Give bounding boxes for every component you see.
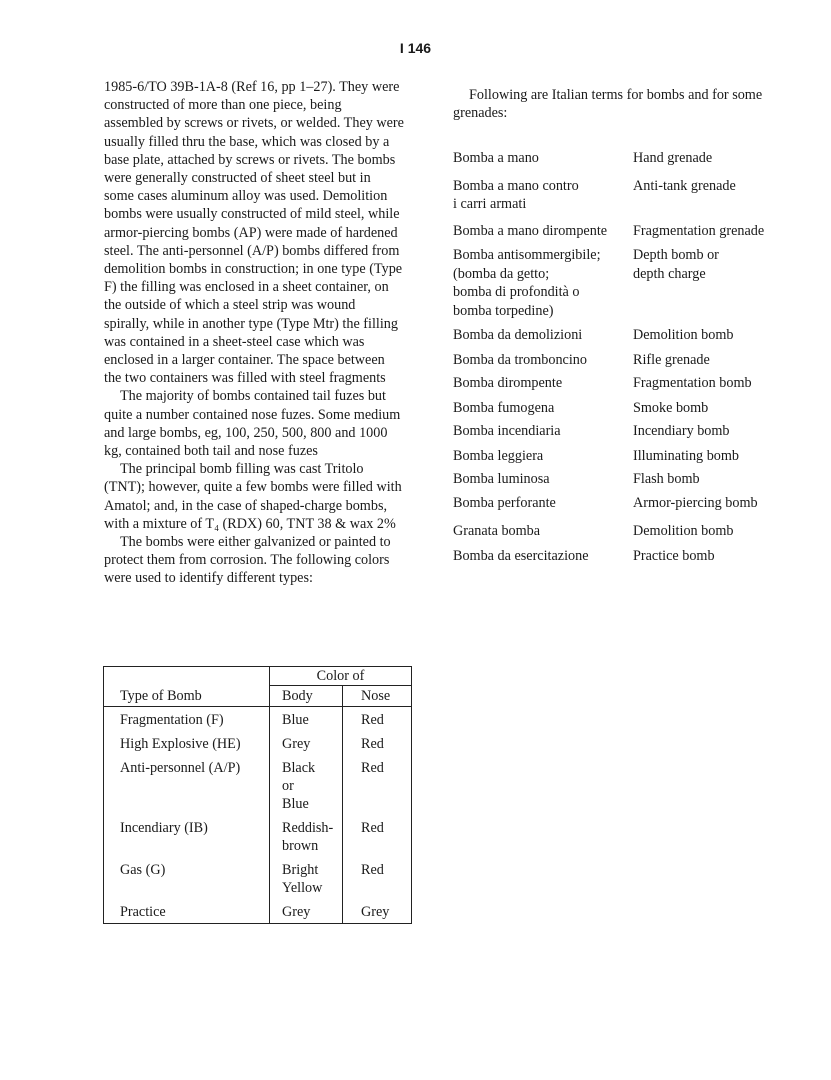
body-color-cell: Grey (270, 731, 343, 755)
english-term: Depth bomb or depth charge (633, 247, 719, 282)
italian-term: Bomba dirompente (453, 375, 563, 391)
term-row (453, 246, 793, 320)
term-row (453, 374, 793, 393)
italian-term: Bomba a mano dirompente (453, 222, 608, 239)
bomb-type-cell: Practice (104, 899, 270, 924)
table-row (104, 815, 412, 857)
nose-color-cell: Grey (343, 899, 412, 924)
table-row (104, 707, 412, 732)
italian-term: Bomba antisommergibile; (bomba da getto; bomba di profondità o bomba torpedine) (453, 247, 601, 319)
italian-term: Bomba a mano (453, 150, 539, 166)
italian-term: Bomba da esercitazione (453, 547, 589, 564)
english-term: Flash bomb (633, 471, 700, 487)
english-term: Fragmentation grenade (633, 222, 765, 239)
term-row (453, 149, 793, 168)
term-row (453, 351, 793, 370)
nose-header: Nose (343, 686, 412, 707)
bomb-type-cell: High Explosive (HE) (104, 731, 270, 755)
italian-terms-intro: Following are Italian terms for bombs and for some grenades: (453, 87, 763, 122)
bomb-color-table (103, 666, 412, 924)
italian-terms-list (453, 149, 793, 565)
english-term: Practice bomb (633, 547, 715, 564)
bomb-type-cell: Incendiary (IB) (104, 815, 270, 857)
body-color-cell: Bright Yellow (270, 857, 343, 899)
term-row (453, 494, 793, 513)
body-color-cell: Black or Blue (270, 755, 343, 815)
bomb-type-cell: Anti-personnel (A/P) (104, 755, 270, 815)
table-row (104, 731, 412, 755)
italian-term: Bomba da tromboncino (453, 351, 587, 368)
paragraph-colors: The bombs were either galvanized or painted to protect them from corrosion. The following colors were used to identify different types: (104, 534, 391, 587)
english-term: Armor-piercing bomb (633, 494, 758, 511)
bomb-type-cell: Fragmentation (F) (104, 707, 270, 732)
table-row (104, 899, 412, 924)
english-term: Illuminating bomb (633, 447, 740, 464)
italian-term: Granata bomba (453, 523, 541, 539)
table-header-row (104, 686, 412, 707)
body-color-cell: Reddish- brown (270, 815, 343, 857)
nose-color-cell: Red (343, 755, 412, 815)
nose-color-cell: Red (343, 815, 412, 857)
term-row (453, 399, 793, 418)
italian-term: Bomba a mano contro i carri armati (453, 177, 579, 212)
english-term: Anti-tank grenade (633, 177, 736, 194)
italian-term: Bomba leggiera (453, 447, 544, 464)
italian-term: Bomba perforante (453, 494, 556, 511)
nose-color-cell: Red (343, 731, 412, 755)
nose-color-cell: Red (343, 707, 412, 732)
term-row (453, 547, 793, 566)
term-row (453, 522, 793, 541)
paragraph-continuation: 1985-6/TO 39B-1A-8 (Ref 16, pp 1–27). They were constructed of more than one piece, being assembled by screws or rivets, or welded. They were usually filled thru the base, which was closed by a base plate, attached by screws or rivets. The bombs were generally constructed of sheet steel but in some cases aluminum alloy was used. Demolition bombs were usually constructed of mild steel, while armor-piercing bombs (AP) were made of hardened steel. The anti-personnel (A/P) bombs differed from demolition bombs in construction; in one type (Type F) the filling was enclosed in a sheet container, on the outside of which a steel strip was wound spirally, while in another type (Type Mtr) the filling was contained in a sheet-steel case which was enclosed in a larger container. The space between the two containers was filled with steel fragments (104, 79, 404, 387)
term-row (453, 326, 793, 345)
term-row (453, 222, 793, 241)
table-row (104, 755, 412, 815)
nose-color-cell: Red (343, 857, 412, 899)
bomb-type-cell: Gas (G) (104, 857, 270, 899)
body-color-cell: Blue (270, 707, 343, 732)
term-row (453, 447, 793, 466)
body-header: Body (270, 686, 343, 707)
italian-term: Bomba da demolizioni (453, 327, 583, 343)
term-row (453, 422, 793, 441)
page-number: I 146 (399, 40, 432, 56)
color-of-header: Color of (270, 667, 412, 686)
english-term: Demolition bomb (633, 523, 734, 539)
paragraph-filling: The principal bomb filling was cast Tritolo (TNT); however, quite a few bombs were filled with Amatol; and, in the case of shaped-charge bombs, with a mixture of T₄ (RDX) 60, TNT 38 & wax 2% (104, 461, 402, 532)
term-row (453, 470, 793, 489)
english-term: Smoke bomb (633, 399, 709, 416)
left-column (104, 78, 404, 588)
italian-term: Bomba fumogena (453, 399, 555, 416)
english-term: Fragmentation bomb (633, 375, 752, 391)
table-row (104, 857, 412, 899)
english-term: Hand grenade (633, 150, 713, 166)
term-row (453, 177, 793, 214)
italian-term: Bomba incendiaria (453, 423, 561, 439)
italian-term: Bomba luminosa (453, 471, 550, 487)
type-of-bomb-header: Type of Bomb (104, 686, 270, 707)
english-term: Rifle grenade (633, 351, 710, 368)
table-group-header-row (104, 667, 412, 686)
english-term: Demolition bomb (633, 327, 734, 343)
body-color-cell: Grey (270, 899, 343, 924)
paragraph-fuzes: The majority of bombs contained tail fuzes but quite a number contained nose fuzes. Some medium and large bombs, eg, 100, 250, 500, 800 and 1000 kg, contained both tail and nose fuzes (104, 388, 401, 460)
english-term: Incendiary bomb (633, 423, 730, 439)
